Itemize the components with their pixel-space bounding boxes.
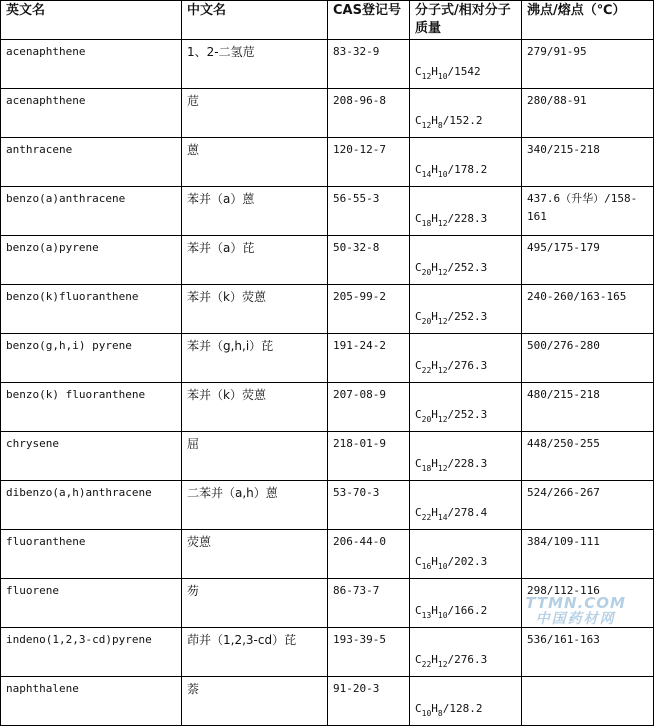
cell-boiling-melting-point: [522, 677, 654, 726]
formula-text: C: [415, 604, 422, 617]
cell-chinese-name: 1、2-二氢苊: [182, 40, 328, 89]
formula-text: /276.3: [447, 653, 488, 666]
cell-english-name: fluorene: [1, 579, 182, 628]
formula-text: H: [431, 408, 438, 421]
cell-chinese-name: 芴: [182, 579, 328, 628]
cell-formula-mass: [410, 285, 522, 334]
formula-subscript: 14: [437, 513, 448, 522]
formula-subscript: 10: [437, 170, 448, 179]
cell-cas-number: 83-32-9: [328, 40, 410, 89]
table-row: [1, 285, 654, 334]
formula-text: H: [431, 653, 438, 666]
cell-boiling-melting-point: 340/215-218: [522, 138, 654, 187]
cell-english-name: benzo(a)anthracene: [1, 187, 182, 236]
formula-text: /228.3: [447, 457, 488, 470]
cell-cas-number: 91-20-3: [328, 677, 410, 726]
formula-text: H: [431, 261, 438, 274]
formula-subscript: 12: [437, 366, 448, 375]
header-chinese-name: 中文名: [182, 1, 328, 40]
formula-subscript: 10: [437, 611, 448, 620]
cell-chinese-name: 苊: [182, 89, 328, 138]
formula-subscript: 12: [437, 317, 448, 326]
formula-text: H: [431, 555, 438, 568]
formula-text: H: [431, 65, 438, 78]
table-row: [1, 432, 654, 481]
formula-text: H: [431, 163, 438, 176]
formula-subscript: 12: [437, 415, 448, 424]
formula-text: C: [415, 457, 422, 470]
table-row: [1, 383, 654, 432]
cell-boiling-melting-point: 298/112-116: [522, 579, 654, 628]
formula-text: H: [431, 310, 438, 323]
header-row: [1, 1, 654, 40]
formula-subscript: 20: [421, 415, 432, 424]
formula-text: /276.3: [447, 359, 488, 372]
formula-subscript: 16: [421, 562, 432, 571]
cell-formula-mass: [410, 383, 522, 432]
formula-text: /178.2: [447, 163, 488, 176]
formula-text: /252.3: [447, 408, 488, 421]
formula-text: C: [415, 555, 422, 568]
cell-chinese-name: 蒽: [182, 138, 328, 187]
cell-chinese-name: 茚并（1,2,3-cd）芘: [182, 628, 328, 677]
formula-subscript: 10: [421, 709, 432, 718]
cell-chinese-name: 二苯并（a,h）蒽: [182, 481, 328, 530]
formula-text: H: [431, 506, 438, 519]
cell-boiling-melting-point: 384/109-111: [522, 530, 654, 579]
cell-english-name: chrysene: [1, 432, 182, 481]
formula-subscript: 10: [437, 72, 448, 81]
header-boiling-melting-point: 沸点/熔点（℃）: [522, 1, 654, 40]
cell-cas-number: 120-12-7: [328, 138, 410, 187]
cell-boiling-melting-point: 500/276-280: [522, 334, 654, 383]
cell-cas-number: 207-08-9: [328, 383, 410, 432]
cell-boiling-melting-point: 280/88-91: [522, 89, 654, 138]
formula-subscript: 20: [421, 268, 432, 277]
table-row: [1, 187, 654, 236]
cell-boiling-melting-point: 495/175-179: [522, 236, 654, 285]
formula-subscript: 8: [437, 709, 443, 718]
cell-boiling-melting-point: 240-260/163-165: [522, 285, 654, 334]
formula-text: C: [415, 506, 422, 519]
cell-formula-mass: [410, 432, 522, 481]
formula-subscript: 10: [437, 562, 448, 571]
formula-subscript: 12: [421, 72, 432, 81]
cell-english-name: benzo(a)pyrene: [1, 236, 182, 285]
table-row: [1, 628, 654, 677]
cell-cas-number: 208-96-8: [328, 89, 410, 138]
cell-chinese-name: 苯并（a）蒽: [182, 187, 328, 236]
watermark-line2: 中国药材网: [535, 611, 616, 627]
cell-boiling-melting-point: 524/266-267: [522, 481, 654, 530]
table-row: [1, 481, 654, 530]
cell-formula-mass: [410, 628, 522, 677]
formula-text: C: [415, 114, 422, 127]
formula-text: C: [415, 653, 422, 666]
cell-boiling-melting-point: 279/91-95: [522, 40, 654, 89]
formula-text: C: [415, 65, 422, 78]
cell-chinese-name: 苯并（a）芘: [182, 236, 328, 285]
cell-boiling-melting-point: 437.6（升华）/158-161: [522, 187, 654, 236]
table-row: [1, 40, 654, 89]
cell-cas-number: 218-01-9: [328, 432, 410, 481]
cell-english-name: naphthalene: [1, 677, 182, 726]
formula-text: /252.3: [447, 261, 488, 274]
header-formula-mass: 分子式/相对分子质量: [410, 1, 522, 40]
formula-text: C: [415, 310, 422, 323]
formula-text: H: [431, 604, 438, 617]
formula-text: C: [415, 408, 422, 421]
cell-chinese-name: 苯并（k）荧蒽: [182, 285, 328, 334]
formula-subscript: 13: [421, 611, 432, 620]
formula-subscript: 8: [437, 121, 443, 130]
table-row: [1, 89, 654, 138]
formula-text: /202.3: [447, 555, 488, 568]
formula-text: /252.3: [447, 310, 488, 323]
watermark-line1: TTMN.COM: [525, 594, 626, 612]
table-row: [1, 334, 654, 383]
cell-formula-mass: [410, 89, 522, 138]
cell-formula-mass: [410, 40, 522, 89]
formula-text: C: [415, 359, 422, 372]
cell-formula-mass: [410, 236, 522, 285]
formula-subscript: 12: [437, 268, 448, 277]
cell-cas-number: 205-99-2: [328, 285, 410, 334]
formula-subscript: 12: [437, 219, 448, 228]
formula-subscript: 12: [437, 660, 448, 669]
cell-english-name: benzo(k) fluoranthene: [1, 383, 182, 432]
formula-subscript: 14: [421, 170, 432, 179]
cell-formula-mass: [410, 677, 522, 726]
formula-text: C: [415, 261, 422, 274]
cell-cas-number: 191-24-2: [328, 334, 410, 383]
cell-cas-number: 53-70-3: [328, 481, 410, 530]
formula-subscript: 22: [421, 366, 432, 375]
formula-text: C: [415, 163, 422, 176]
table-row: [1, 236, 654, 285]
formula-text: H: [431, 359, 438, 372]
table-row: [1, 677, 654, 726]
formula-text: /128.2: [442, 702, 483, 715]
formula-text: H: [431, 702, 438, 715]
table-row: [1, 579, 654, 628]
cell-cas-number: 206-44-0: [328, 530, 410, 579]
cell-chinese-name: 屈: [182, 432, 328, 481]
cell-formula-mass: [410, 579, 522, 628]
formula-text: /152.2: [442, 114, 483, 127]
cell-boiling-melting-point: 536/161-163: [522, 628, 654, 677]
table-row: [1, 530, 654, 579]
cell-formula-mass: [410, 481, 522, 530]
formula-text: /166.2: [447, 604, 488, 617]
cell-cas-number: 50-32-8: [328, 236, 410, 285]
formula-subscript: 20: [421, 317, 432, 326]
cell-english-name: benzo(k)fluoranthene: [1, 285, 182, 334]
formula-text: C: [415, 702, 422, 715]
cell-chinese-name: 萘: [182, 677, 328, 726]
table-body: [1, 40, 654, 726]
cell-cas-number: 193-39-5: [328, 628, 410, 677]
cell-formula-mass: [410, 138, 522, 187]
cell-cas-number: 86-73-7: [328, 579, 410, 628]
formula-subscript: 18: [421, 219, 432, 228]
formula-text: H: [431, 114, 438, 127]
formula-subscript: 12: [421, 121, 432, 130]
cell-formula-mass: [410, 530, 522, 579]
formula-subscript: 12: [437, 464, 448, 473]
header-cas-number: CAS登记号: [328, 1, 410, 40]
formula-text: /1542: [447, 65, 481, 78]
cell-english-name: dibenzo(a,h)anthracene: [1, 481, 182, 530]
cell-english-name: acenaphthene: [1, 40, 182, 89]
cell-boiling-melting-point: 448/250-255: [522, 432, 654, 481]
formula-subscript: 22: [421, 513, 432, 522]
table-row: [1, 138, 654, 187]
formula-subscript: 18: [421, 464, 432, 473]
formula-text: /228.3: [447, 212, 488, 225]
cell-formula-mass: [410, 187, 522, 236]
cell-english-name: anthracene: [1, 138, 182, 187]
cell-english-name: benzo(g,h,i) pyrene: [1, 334, 182, 383]
formula-text: C: [415, 212, 422, 225]
cell-chinese-name: 荧蒽: [182, 530, 328, 579]
header-english-name: 英文名: [1, 1, 182, 40]
cell-chinese-name: 苯并（k）荧蒽: [182, 383, 328, 432]
formula-text: /278.4: [447, 506, 488, 519]
cell-english-name: indeno(1,2,3-cd)pyrene: [1, 628, 182, 677]
cell-cas-number: 56-55-3: [328, 187, 410, 236]
cell-english-name: fluoranthene: [1, 530, 182, 579]
cell-chinese-name: 苯并（g,h,i）芘: [182, 334, 328, 383]
formula-subscript: 22: [421, 660, 432, 669]
cell-english-name: acenaphthene: [1, 89, 182, 138]
formula-text: H: [431, 212, 438, 225]
formula-text: H: [431, 457, 438, 470]
cell-formula-mass: [410, 334, 522, 383]
cell-boiling-melting-point: 480/215-218: [522, 383, 654, 432]
